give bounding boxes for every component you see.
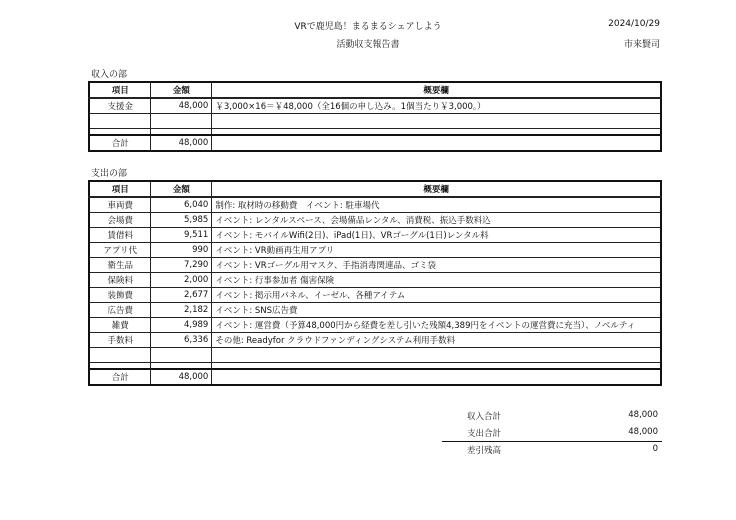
summary-balance-label: 差引残高 [467, 446, 502, 456]
table-row [89, 197, 661, 213]
expense-item: 会場費 [89, 213, 151, 228]
expense-desc: イベント: レンタルスペース、会場備品レンタル、消費税、振込手数料込 [212, 213, 661, 228]
income-item [89, 114, 151, 129]
report-title: VRで鹿児島！まるまるシェアしよう [294, 22, 442, 32]
summary-expense-label: 支出合計 [467, 429, 502, 439]
summary-income-row [442, 407, 662, 424]
expense-amount: 7,290 [151, 258, 212, 273]
report-subtitle: 活動収支報告書 [336, 40, 400, 50]
table-row [89, 258, 661, 273]
income-amount [151, 114, 212, 129]
table-row [89, 273, 661, 288]
summary-balance-value: 0 [652, 444, 658, 454]
income-amount: 48,000 [151, 98, 212, 114]
table-row [89, 114, 661, 129]
expense-amount: 6,336 [151, 333, 212, 348]
expense-amount: 4,989 [151, 318, 212, 333]
expense-item: 広告費 [89, 303, 151, 318]
report-author: 市来賢司 [623, 40, 660, 50]
expense-total-amount: 48,000 [151, 369, 212, 385]
income-desc [212, 114, 661, 129]
income-col-desc: 概要欄 [212, 82, 661, 98]
table-row [89, 228, 661, 243]
summary-income-label: 収入合計 [467, 412, 502, 422]
expense-item: 手数料 [89, 333, 151, 348]
income-total-label: 合計 [89, 135, 151, 151]
expense-total-label: 合計 [89, 369, 151, 385]
table-row [89, 348, 661, 363]
expense-total-row [89, 369, 661, 385]
summary-income-value: 48,000 [628, 410, 658, 420]
expense-desc: イベント: 掲示用パネル、イーゼル、各種アイテム [212, 288, 661, 303]
table-row [89, 98, 661, 114]
expense-item: アプリ代 [89, 243, 151, 258]
expense-col-desc: 概要欄 [212, 181, 661, 197]
expense-col-amount: 金額 [151, 181, 212, 197]
expense-item: 雑費 [89, 318, 151, 333]
expense-desc: 制作: 取材時の移動費 イベント: 駐車場代 [212, 197, 661, 213]
expense-amount: 990 [151, 243, 212, 258]
expense-amount: 6,040 [151, 197, 212, 213]
expense-item: 車両費 [89, 197, 151, 213]
expense-section-label: 支出の部 [91, 169, 128, 179]
expense-desc: その他: Readyfor クラウドファンディングシステム利用手数料 [212, 333, 661, 348]
expense-header-row [89, 181, 661, 197]
expense-desc: イベント: VR動画再生用アプリ [212, 243, 661, 258]
expense-desc: イベント: SNS広告費 [212, 303, 661, 318]
expense-item: 賃借料 [89, 228, 151, 243]
expense-item: 衛生品 [89, 258, 151, 273]
expense-desc: イベント: VRゴーグル用マスク、手指消毒関連品、ゴミ袋 [212, 258, 661, 273]
table-row [89, 213, 661, 228]
expense-amount: 5,985 [151, 213, 212, 228]
summary-expense-row [442, 424, 662, 441]
expense-amount: 9,511 [151, 228, 212, 243]
expense-amount: 2,000 [151, 273, 212, 288]
income-total-row [89, 135, 661, 151]
expense-item [89, 348, 151, 363]
expense-item: 保険料 [89, 273, 151, 288]
table-row [89, 333, 661, 348]
expense-col-item: 項目 [89, 181, 151, 197]
summary-block [442, 407, 662, 458]
expense-table [88, 180, 662, 386]
table-row [89, 243, 661, 258]
income-desc: ￥3,000×16＝￥48,000（全16個の申し込み。1個当たり￥3,000。） [212, 98, 661, 114]
income-total-amount: 48,000 [151, 135, 212, 151]
table-row [89, 303, 661, 318]
income-item: 支援金 [89, 98, 151, 114]
report-date: 2024/10/29 [608, 19, 660, 29]
expense-desc [212, 348, 661, 363]
expense-desc: イベント: モバイルWifi(2日)、iPad(1日)、VRゴーグル(1日)レンタル料 [212, 228, 661, 243]
expense-amount: 2,182 [151, 303, 212, 318]
table-row [89, 318, 661, 333]
expense-amount: 2,677 [151, 288, 212, 303]
summary-balance-row [442, 441, 662, 458]
expense-item: 装飾費 [89, 288, 151, 303]
expense-desc: イベント: 行事参加者 傷害保険 [212, 273, 661, 288]
expense-desc: イベント: 運営費（予算48,000円から経費を差し引いた残額4,389円をイベントの運営費に充当）、ノベルティ [212, 318, 661, 333]
income-col-item: 項目 [89, 82, 151, 98]
income-header-row [89, 82, 661, 98]
expense-amount [151, 348, 212, 363]
income-table [88, 81, 662, 152]
table-row [89, 288, 661, 303]
income-section-label: 収入の部 [91, 70, 128, 80]
income-col-amount: 金額 [151, 82, 212, 98]
summary-expense-value: 48,000 [628, 427, 658, 437]
